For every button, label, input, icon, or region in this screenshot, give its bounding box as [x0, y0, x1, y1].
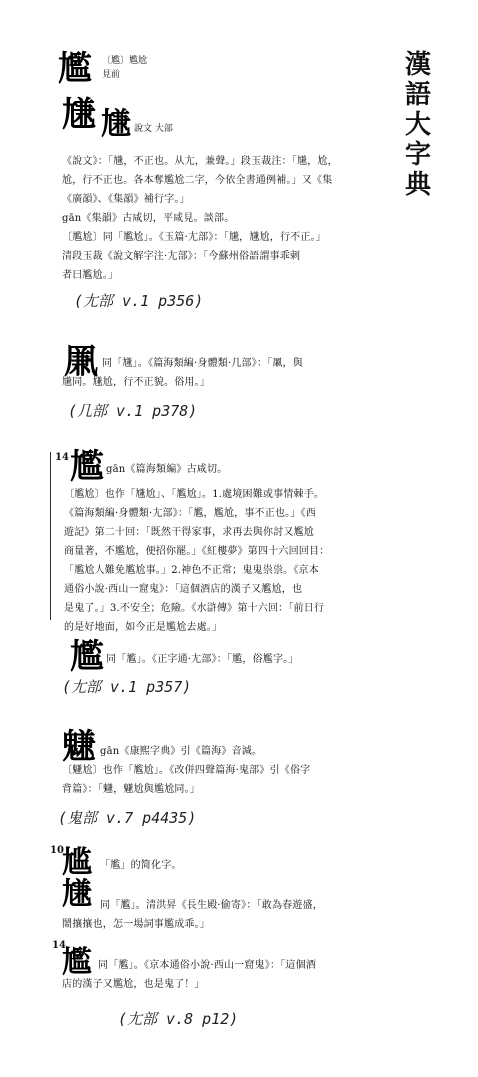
margin-bracket [50, 452, 51, 620]
title-char: 大 [404, 110, 431, 140]
entry-line: 《廣韻》、《集韻》補行字。」 [62, 194, 190, 205]
handwritten-note: (尢部 v.8 p12) [118, 1010, 239, 1028]
entry-body [100, 742, 262, 761]
entry-line: 尲同。尲尬，行不正貌。俗用。」 [62, 377, 210, 388]
entry-line: 〔尷尬〕也作「尲尬」、「尷尬」。1.處境困難或事情棘手。 [64, 489, 325, 500]
entry-body [106, 650, 299, 669]
entry-line: 店的漢子又尷尬，也是鬼了！」 [62, 979, 205, 990]
entry-body [98, 956, 316, 975]
entry-body [62, 373, 210, 392]
handwritten-note: (尢部 v.1 p356) [74, 292, 204, 310]
title-char: 典 [404, 170, 431, 200]
entry-line: 「尷」的简化字。 [100, 860, 182, 871]
entry-line: 背篇》：「魐，魐尬與尷尬同。」 [62, 784, 200, 795]
headword: 尲 [62, 877, 92, 912]
title-char: 字 [404, 140, 431, 170]
headword: 尷 [70, 447, 104, 487]
entry-note: 〔尷〕尷尬 [102, 56, 148, 66]
dictionary-title [403, 50, 433, 200]
entry-line: 尬，行不正也。各本奪尷尬二字，今依全書通例補。」又《集 [62, 175, 333, 186]
stroke-count: 14 [52, 940, 66, 951]
entry-line: 商量著，不尷尬，便招你罷。」《紅樓夢》第四十六回回目： [64, 546, 330, 557]
entry-line: 〔尷尬〕同「尷尬」。《玉篇·尢部》：「尲，尲尬，行不正。」 [62, 232, 326, 243]
entry-note: 說文 大部 [134, 124, 173, 134]
entry-line: 《說文》：「尲，不正也。从尢，兼聲。」段玉裁注：「尲，尬， [62, 156, 338, 167]
headword: 尷 [58, 49, 92, 89]
headword: 魐 [62, 727, 96, 767]
entry-line: 同「尲」。《篇海類編·身體類·几部》：「凲，與 [102, 358, 303, 369]
entry-line: 通俗小說·西山一窟鬼》：「這個酒店的漢子又尷尬，也 [64, 584, 303, 595]
entry-body [100, 856, 182, 875]
entry-body [62, 761, 310, 799]
title-char: 語 [404, 80, 431, 110]
entry-body [62, 915, 210, 934]
entry-body [62, 152, 338, 285]
headword: 尷 [70, 637, 104, 677]
entry-line: 〔魐尬〕也作「尷尬」。《改併四聲篇海·鬼部》引《俗字 [62, 765, 311, 776]
entry-line: 的是好地面，如今正是尷尬去處。」 [64, 622, 223, 633]
stroke-count: 10 [50, 845, 64, 856]
entry-line: 遊記》第二十回：「既然干得家事，求再去與你討又尷尬 [64, 527, 314, 538]
entry-line: 清段玉裁《說文解字注·尢部》：「今蘇州俗語謂事乖剌 [62, 251, 301, 262]
headword: 尷 [62, 945, 92, 980]
headword: 尲 [62, 95, 96, 135]
entry-body [106, 460, 227, 479]
entry-body [62, 975, 205, 994]
headword: 凲 [64, 342, 98, 382]
handwritten-note: (鬼部 v.7 p4435) [58, 809, 197, 827]
handwritten-note: (几部 v.1 p378) [68, 402, 198, 420]
entry-line: 者曰尷尬。」 [62, 270, 119, 281]
entry-body [102, 354, 303, 373]
stroke-count: 14 [55, 452, 69, 463]
entry-line: gān《篇海類編》古咸切。 [106, 464, 228, 475]
variant-glyph: 尲 [101, 107, 131, 142]
entry-body [100, 896, 323, 915]
entry-line: 《篇海類編·身體類·尢部》：「尷，尷尬，事不正也。」《西 [64, 508, 316, 519]
entry-line: 同「尷」。清洪昇《長生殿·偷寄》：「敢為春遊盛， [100, 900, 323, 911]
entry-line: gān《康熙字典》引《篇海》音減。 [100, 746, 263, 757]
entry-body [64, 485, 329, 637]
headword: 尴 [62, 845, 92, 880]
entry-line: 同「尷」。《京本通俗小說·西山一窟鬼》：「這個酒 [98, 960, 316, 971]
entry-line: 同「尷」。《正字通·尢部》：「尷，俗尷字。」 [106, 654, 299, 665]
entry-note: 見前 [102, 70, 121, 80]
entry-line: 是鬼了。」3.不安全；危險。《水滸傳》第十六回：「前日行 [64, 603, 325, 614]
entry-line: 「尷尬人難免尷尬事。」2.神色不正常；鬼鬼祟祟。《京本 [64, 565, 319, 576]
title-char: 漢 [404, 50, 431, 80]
entry-line: gān《集韻》古咸切，平咸見。談部。 [62, 213, 235, 224]
entry-line: 鬧攘攘也，怎一場詞事尷成乖。」 [62, 919, 210, 930]
handwritten-note: (尢部 v.1 p357) [62, 678, 192, 696]
